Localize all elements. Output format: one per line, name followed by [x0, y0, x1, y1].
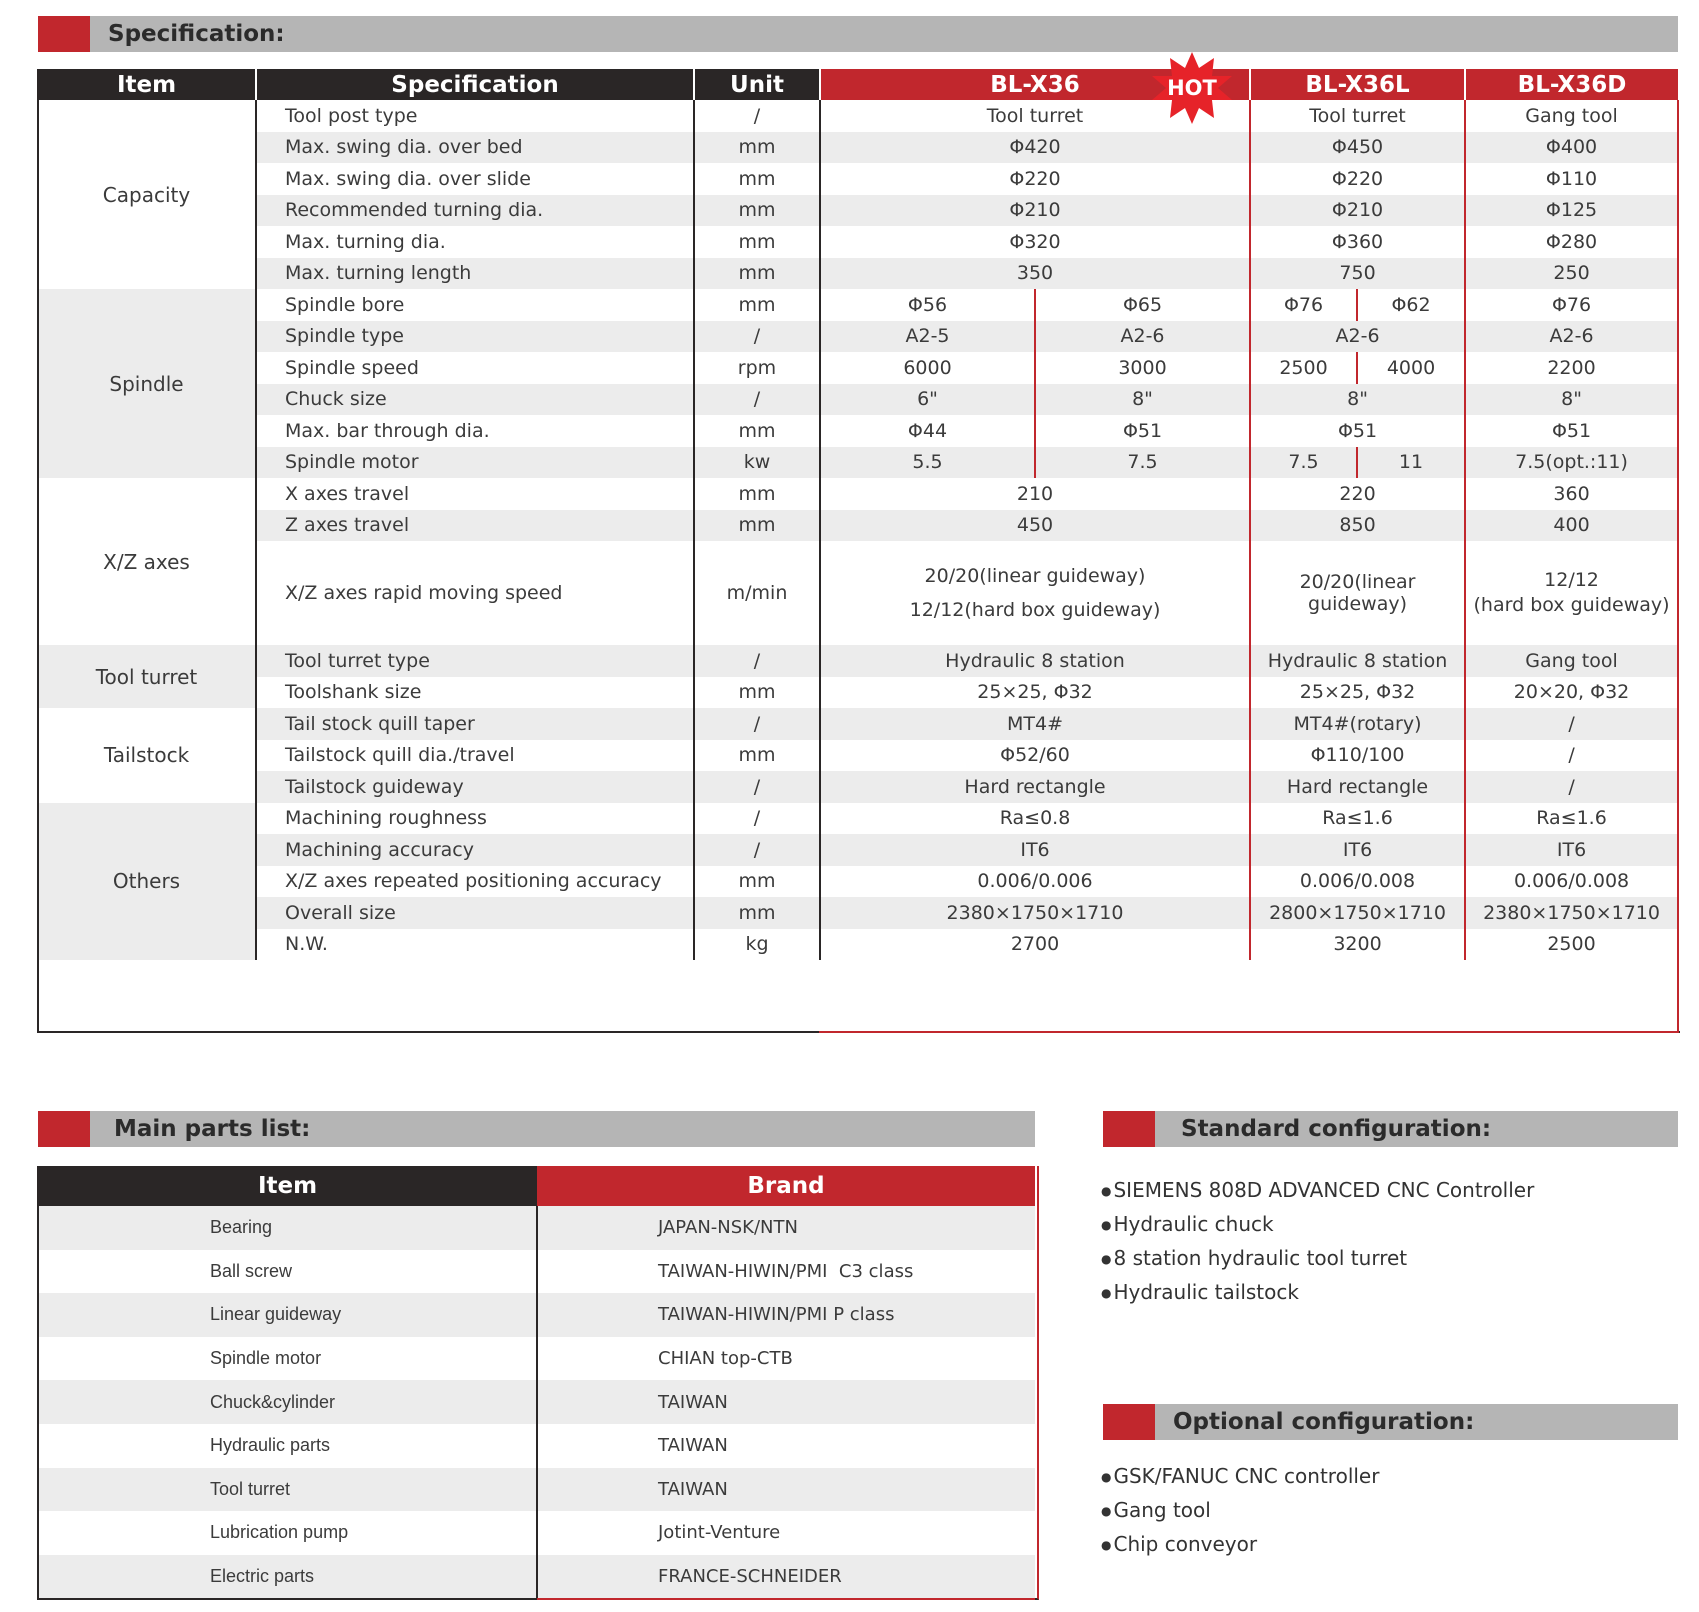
model-3-cell: IT6	[1465, 834, 1678, 866]
table-row	[38, 1468, 1035, 1512]
model-3-cell: 360	[1465, 478, 1678, 510]
table-row	[38, 478, 1678, 510]
parts-table	[38, 1166, 1035, 1598]
unit-cell: mm	[694, 866, 820, 898]
part-item: Chuck&cylinder	[38, 1380, 537, 1424]
model-2-cell: A2-6	[1250, 321, 1465, 353]
table-row	[38, 132, 1678, 164]
model-1-line-2: 12/12(hard box guideway)	[909, 599, 1161, 621]
model-3-cell: 250	[1465, 258, 1678, 290]
unit-cell: /	[694, 771, 820, 803]
model-2-cell: Hydraulic 8 station	[1250, 645, 1465, 677]
model-1b-cell: A2-6	[1035, 321, 1250, 353]
part-brand: JAPAN-NSK/NTN	[537, 1206, 1035, 1250]
spec-cell: Max. bar through dia.	[256, 415, 694, 447]
model-1-cell	[820, 541, 1250, 645]
header-model-3: BL-X36D	[1465, 69, 1678, 100]
spec-cell: Spindle bore	[256, 289, 694, 321]
header-spec: Specification	[256, 69, 694, 100]
unit-cell: mm	[694, 510, 820, 542]
unit-cell: /	[694, 803, 820, 835]
unit-cell: mm	[694, 132, 820, 164]
model-3-cell: 7.5(opt.:11)	[1465, 447, 1678, 479]
model-1-cell: IT6	[820, 834, 1250, 866]
spec-cell: Spindle speed	[256, 352, 694, 384]
unit-cell: mm	[694, 226, 820, 258]
table-row	[38, 1293, 1035, 1337]
model-1-cell: Tool turret	[820, 100, 1250, 132]
unit-cell: rpm	[694, 352, 820, 384]
model-3-cell: Φ400	[1465, 132, 1678, 164]
spec-header-row	[38, 69, 1678, 100]
table-row	[38, 1337, 1035, 1381]
model-1-cell: Hydraulic 8 station	[820, 645, 1250, 677]
model-1a-cell: 5.5	[820, 447, 1035, 479]
unit-cell: /	[694, 321, 820, 353]
table-row	[38, 740, 1678, 772]
model-1-cell: 25×25, Φ32	[820, 677, 1250, 709]
model-1a-cell: Φ44	[820, 415, 1035, 447]
spec-cell: Tool post type	[256, 100, 694, 132]
model-3-cell: /	[1465, 771, 1678, 803]
model-2a-cell: 2500	[1250, 352, 1357, 384]
table-row	[38, 352, 1678, 384]
unit-cell: /	[694, 708, 820, 740]
spec-cell: Machining roughness	[256, 803, 694, 835]
part-item: Bearing	[38, 1206, 537, 1250]
part-brand: FRANCE-SCHNEIDER	[537, 1555, 1035, 1599]
parts-section-title: Main parts list:	[114, 1116, 311, 1142]
unit-cell: /	[694, 384, 820, 416]
model-1-cell: 450	[820, 510, 1250, 542]
table-row	[38, 226, 1678, 258]
spec-cell: Z axes travel	[256, 510, 694, 542]
standard-section-title: Standard configuration:	[1181, 1116, 1492, 1142]
table-row	[38, 929, 1678, 961]
model-3-cell	[1465, 541, 1678, 645]
model-2-cell: Φ110/100	[1250, 740, 1465, 772]
list-item: ● 8 station hydraulic tool turret	[1101, 1241, 1534, 1275]
model-2-cell: Φ360	[1250, 226, 1465, 258]
model-2-cell: Ra≤1.6	[1250, 803, 1465, 835]
table-row	[38, 415, 1678, 447]
spec-cell: Tool turret type	[256, 645, 694, 677]
model-3-cell: Ra≤1.6	[1465, 803, 1678, 835]
unit-cell: /	[694, 834, 820, 866]
group-spindle: Spindle	[38, 289, 256, 478]
spec-cell: Max. turning dia.	[256, 226, 694, 258]
model-1-cell: Φ210	[820, 195, 1250, 227]
model-1-cell: Ra≤0.8	[820, 803, 1250, 835]
table-row	[38, 384, 1678, 416]
model-2-cell: 3200	[1250, 929, 1465, 961]
table-row	[38, 289, 1678, 321]
model-3-cell: Φ51	[1465, 415, 1678, 447]
part-brand: CHIAN top-CTB	[658, 1348, 793, 1370]
part-brand: TAIWAN	[537, 1380, 1035, 1424]
part-brand: TAIWAN	[658, 1435, 728, 1457]
model-2-cell: Tool turret	[1250, 100, 1465, 132]
optional-config-list	[1101, 1459, 1379, 1561]
table-row	[38, 1424, 1035, 1468]
list-item: ● SIEMENS 808D ADVANCED CNC Controller	[1101, 1173, 1534, 1207]
model-1b-cell: 7.5	[1035, 447, 1250, 479]
model-3-cell: /	[1465, 740, 1678, 772]
model-2-cell: Hard rectangle	[1250, 771, 1465, 803]
model-3-cell: Φ280	[1465, 226, 1678, 258]
hot-badge	[1150, 50, 1234, 126]
model-1-cell: 2700	[820, 929, 1250, 961]
spec-section-title: Specification:	[108, 21, 285, 47]
table-row	[38, 708, 1678, 740]
model-2-cell: IT6	[1250, 834, 1465, 866]
model-2a-cell: 7.5	[1250, 447, 1357, 479]
model-2-cell: MT4#(rotary)	[1250, 708, 1465, 740]
spec-cell: Max. swing dia. over slide	[256, 163, 694, 195]
spec-cell: Tailstock guideway	[256, 771, 694, 803]
part-brand: TAIWAN	[537, 1468, 1035, 1512]
table-row	[38, 510, 1678, 542]
model-3-cell: 8"	[1465, 384, 1678, 416]
header-unit: Unit	[694, 69, 820, 100]
spec-cell: N.W.	[256, 929, 694, 961]
spec-cell: Tailstock quill dia./travel	[256, 740, 694, 772]
model-1a-cell: 6000	[820, 352, 1035, 384]
model-3-cell: /	[1465, 708, 1678, 740]
list-item: ● Hydraulic chuck	[1101, 1207, 1534, 1241]
header-model-2: BL-X36L	[1250, 69, 1465, 100]
model-3-cell: Φ110	[1465, 163, 1678, 195]
list-item: ● GSK/FANUC CNC controller	[1101, 1459, 1379, 1493]
model-2-cell: Φ450	[1250, 132, 1465, 164]
spec-cell: Max. swing dia. over bed	[256, 132, 694, 164]
spec-cell: Spindle type	[256, 321, 694, 353]
model-3-cell: 2500	[1465, 929, 1678, 961]
model-3-cell: 400	[1465, 510, 1678, 542]
table-row	[38, 195, 1678, 227]
table-row	[38, 866, 1678, 898]
model-2-cell: 8"	[1250, 384, 1465, 416]
model-1-cell: Φ52/60	[820, 740, 1250, 772]
model-1b-cell: 3000	[1035, 352, 1250, 384]
spec-cell: Overall size	[256, 897, 694, 929]
table-row	[38, 834, 1678, 866]
table-row	[38, 1250, 1035, 1294]
model-1b-cell: 8"	[1035, 384, 1250, 416]
unit-cell: mm	[694, 195, 820, 227]
unit-cell: kg	[694, 929, 820, 961]
unit-cell: mm	[694, 677, 820, 709]
model-2-cell: Φ220	[1250, 163, 1465, 195]
model-2-cell: 2800×1750×1710	[1250, 897, 1465, 929]
table-row	[38, 100, 1678, 132]
list-item: ● Chip conveyor	[1101, 1527, 1379, 1561]
part-brand: Jotint-Venture	[658, 1522, 781, 1544]
standard-config-list	[1101, 1173, 1534, 1309]
model-2b-cell: 11	[1357, 447, 1465, 479]
model-3-cell: 0.006/0.008	[1465, 866, 1678, 898]
table-row	[38, 1511, 1035, 1555]
model-1a-cell: A2-5	[820, 321, 1035, 353]
spec-cell: Toolshank size	[256, 677, 694, 709]
spec-table	[38, 69, 1679, 960]
spec-cell: X/Z axes rapid moving speed	[256, 541, 694, 645]
group-capacity: Capacity	[38, 100, 256, 289]
table-row	[38, 447, 1678, 479]
spec-cell: X axes travel	[256, 478, 694, 510]
unit-cell: mm	[694, 740, 820, 772]
unit-cell: /	[694, 645, 820, 677]
group-xz-axes: X/Z axes	[38, 478, 256, 645]
table-row	[38, 258, 1678, 290]
hot-badge-label: HOT	[1167, 76, 1217, 100]
part-item: Electric parts	[38, 1555, 537, 1599]
spec-cell: Spindle motor	[256, 447, 694, 479]
model-1-cell: 210	[820, 478, 1250, 510]
parts-header-item: Item	[38, 1166, 537, 1206]
table-row	[38, 541, 1678, 645]
unit-cell: mm	[694, 897, 820, 929]
model-2b-cell: Φ62	[1357, 289, 1465, 321]
unit-cell: m/min	[694, 541, 820, 645]
table-row	[38, 803, 1678, 835]
model-1b-cell: Φ51	[1035, 415, 1250, 447]
section-accent	[1103, 1111, 1155, 1147]
model-2b-cell: 4000	[1357, 352, 1465, 384]
model-3-cell: Φ125	[1465, 195, 1678, 227]
part-item: Ball screw	[38, 1250, 537, 1294]
unit-cell: mm	[694, 478, 820, 510]
model-2a-cell: Φ76	[1250, 289, 1357, 321]
parts-header-brand: Brand	[537, 1166, 1035, 1206]
model-1a-cell: Φ56	[820, 289, 1035, 321]
unit-cell: mm	[694, 289, 820, 321]
model-1-cell: Hard rectangle	[820, 771, 1250, 803]
header-item: Item	[38, 69, 256, 100]
part-item: Spindle motor	[38, 1337, 537, 1381]
optional-section-bar	[1103, 1404, 1678, 1440]
list-item: ● Gang tool	[1101, 1493, 1379, 1527]
list-item: ● Hydraulic tailstock	[1101, 1275, 1534, 1309]
spec-cell: X/Z axes repeated positioning accuracy	[256, 866, 694, 898]
unit-cell: /	[694, 100, 820, 132]
table-row	[38, 321, 1678, 353]
model-2-cell: 20/20(linear guideway)	[1250, 541, 1465, 645]
group-others: Others	[38, 803, 256, 961]
section-accent	[38, 1111, 90, 1147]
table-row	[38, 677, 1678, 709]
model-3-cell: 2200	[1465, 352, 1678, 384]
model-1-cell: Φ420	[820, 132, 1250, 164]
header-model-1: BL-X36	[820, 69, 1250, 100]
group-tailstock: Tailstock	[38, 708, 256, 803]
section-accent	[1103, 1404, 1155, 1440]
model-1-cell: MT4#	[820, 708, 1250, 740]
model-3-cell: Gang tool	[1465, 100, 1678, 132]
optional-section-title: Optional configuration:	[1173, 1409, 1475, 1435]
part-item: Linear guideway	[38, 1293, 537, 1337]
table-row	[38, 645, 1678, 677]
model-2-cell: 0.006/0.008	[1250, 866, 1465, 898]
model-3-cell: Φ76	[1465, 289, 1678, 321]
part-item: Lubrication pump	[38, 1511, 537, 1555]
table-row	[38, 897, 1678, 929]
model-1-line-1: 20/20(linear guideway)	[924, 565, 1146, 587]
group-tool-turret: Tool turret	[38, 645, 256, 708]
model-1-cell: Φ220	[820, 163, 1250, 195]
part-brand: TAIWAN-HIWIN/PMI P class	[537, 1293, 1035, 1337]
table-row	[38, 1555, 1035, 1599]
part-item: Hydraulic parts	[38, 1424, 537, 1468]
model-3-cell: Gang tool	[1465, 645, 1678, 677]
model-2-cell: 220	[1250, 478, 1465, 510]
spec-cell: Max. turning length	[256, 258, 694, 290]
spec-cell: Recommended turning dia.	[256, 195, 694, 227]
parts-header-row	[38, 1166, 1035, 1206]
part-brand: TAIWAN-HIWIN/PMI C3 class	[658, 1260, 914, 1282]
unit-cell: mm	[694, 258, 820, 290]
table-row	[38, 1380, 1035, 1424]
model-3-line-1: 12/12	[1544, 569, 1599, 591]
table-row	[38, 163, 1678, 195]
part-item: Tool turret	[38, 1468, 537, 1512]
model-2-cell: 750	[1250, 258, 1465, 290]
unit-cell: mm	[694, 415, 820, 447]
table-row	[38, 1206, 1035, 1250]
unit-cell: kw	[694, 447, 820, 479]
model-3-cell: 20×20, Φ32	[1465, 677, 1678, 709]
model-2-cell: Φ51	[1250, 415, 1465, 447]
model-1-cell: Φ320	[820, 226, 1250, 258]
parts-section-bar	[38, 1111, 1035, 1147]
spec-cell: Machining accuracy	[256, 834, 694, 866]
model-3-line-2: (hard box guideway)	[1473, 594, 1670, 616]
section-accent	[38, 16, 90, 52]
model-1-cell: 0.006/0.006	[820, 866, 1250, 898]
model-2-cell: 25×25, Φ32	[1250, 677, 1465, 709]
model-2-cell: 850	[1250, 510, 1465, 542]
model-3-cell: A2-6	[1465, 321, 1678, 353]
model-1-cell: 350	[820, 258, 1250, 290]
model-3-cell: 2380×1750×1710	[1465, 897, 1678, 929]
standard-section-bar	[1103, 1111, 1678, 1147]
model-1a-cell: 6"	[820, 384, 1035, 416]
model-2-cell: Φ210	[1250, 195, 1465, 227]
model-1-cell: 2380×1750×1710	[820, 897, 1250, 929]
spec-cell: Chuck size	[256, 384, 694, 416]
spec-section-bar	[38, 16, 1678, 52]
model-1b-cell: Φ65	[1035, 289, 1250, 321]
spec-cell: Tail stock quill taper	[256, 708, 694, 740]
unit-cell: mm	[694, 163, 820, 195]
table-row	[38, 771, 1678, 803]
